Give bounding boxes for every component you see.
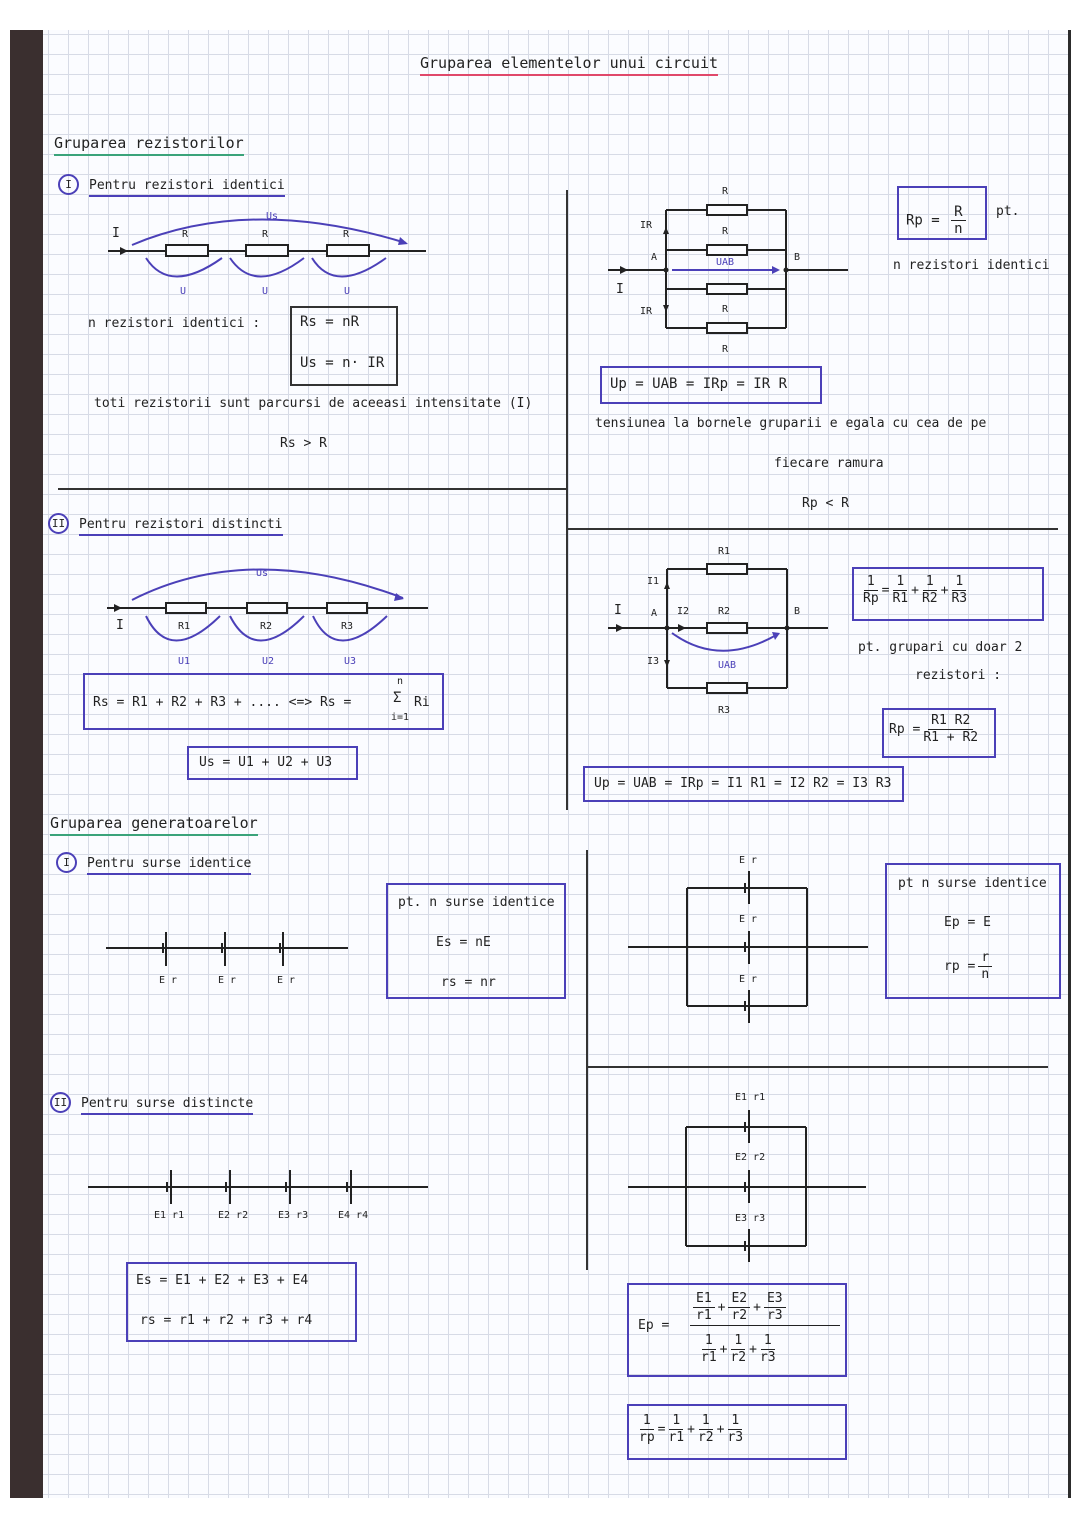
box-title: pt n surse identice: [898, 876, 1047, 891]
resistor-label: R: [722, 226, 729, 237]
formula-ep-lhs: Ep =: [638, 1318, 670, 1333]
node-b-label: B: [794, 606, 801, 617]
cell-label: E2 r2: [735, 1152, 766, 1163]
fraction-numerator: R1 R2: [928, 713, 973, 730]
formula-lhs: Rp =: [906, 212, 940, 229]
sum-term: Ri: [414, 695, 430, 710]
subsection-title: Pentru surse identice: [87, 856, 251, 875]
fraction-numerator: E1: [693, 1291, 715, 1308]
node-a-label: A: [651, 252, 658, 263]
inequality: Rp < R: [802, 496, 849, 511]
section-heading-generators: Gruparea generatoarelor: [50, 814, 258, 836]
fraction-numerator: 1: [728, 1413, 742, 1430]
formula-up: Up = UAB = IRp = I1 R1 = I2 R2 = I3 R3: [594, 776, 892, 791]
resistor-label-r1: R1: [718, 546, 731, 557]
branch-current-i1: I1: [647, 576, 660, 587]
roman-numeral-badge: II: [48, 513, 69, 534]
resistor-label-r2: R2: [260, 621, 273, 632]
plus-sign: +: [716, 1422, 725, 1437]
fraction-denominator: R2: [921, 591, 938, 606]
resistor-label: R: [182, 229, 189, 240]
resistor-label-r3: R3: [718, 705, 731, 716]
voltage-label: U: [180, 286, 187, 297]
fraction-denominator: r1: [668, 1430, 685, 1445]
fraction-denominator: Rp: [863, 591, 879, 606]
formula-ep: Ep = E: [944, 915, 991, 930]
formula-up: Up = UAB = IRp = IR R: [610, 376, 788, 392]
formula-rp-reciprocal: [636, 1413, 746, 1446]
formula-rs: Rs = R1 + R2 + R3 + .... <=> Rs =: [93, 695, 352, 710]
current-label: I: [616, 282, 624, 297]
plus-sign: +: [753, 1300, 761, 1315]
fraction-numerator: 1: [864, 574, 878, 591]
resistor-label: R: [722, 344, 729, 355]
branch-current-i3: I3: [647, 656, 660, 667]
fraction-numerator: E2: [728, 1291, 750, 1308]
formula-lhs: rp =: [944, 959, 976, 974]
plus-sign: +: [940, 583, 949, 598]
subsection-title: Pentru rezistori identici: [89, 178, 285, 197]
section-heading-resistors: Gruparea rezistorilor: [54, 134, 244, 156]
cell-label: E r: [739, 855, 758, 866]
formula-suffix: pt.: [996, 204, 1020, 219]
page-title: Gruparea elementelor unui circuit: [420, 54, 718, 76]
branch-current-label: IR: [640, 220, 653, 231]
resistor-label: R: [722, 186, 729, 197]
total-voltage-label: Us: [256, 568, 269, 579]
fraction-numerator: R: [951, 204, 965, 221]
fraction-numerator: 1: [761, 1333, 775, 1350]
fraction-denominator: r1: [701, 1350, 717, 1365]
roman-numeral-badge: I: [58, 174, 79, 195]
voltage-label: UAB: [716, 257, 735, 268]
voltage-label: U: [344, 286, 351, 297]
current-label: I: [614, 603, 622, 618]
fraction-denominator: r3: [759, 1350, 776, 1365]
formula-us: Us = U1 + U2 + U3: [199, 755, 333, 770]
fraction-denominator: r2: [730, 1350, 747, 1365]
fraction-denominator: n: [954, 221, 963, 237]
branch-current-i2: I2: [677, 606, 690, 617]
cell-label: E r: [218, 975, 237, 986]
fraction-numerator: 1: [923, 574, 937, 591]
cell-label: E r: [739, 974, 758, 985]
fraction-numerator: 1: [893, 574, 907, 591]
lead-text: n rezistori identici :: [88, 316, 261, 331]
fraction-numerator: 1: [699, 1413, 713, 1430]
formula-ep-denominator: [698, 1333, 779, 1366]
roman-numeral-badge: II: [50, 1092, 71, 1113]
equals-sign: =: [881, 583, 890, 598]
note-text: pt. grupari cu doar 2: [858, 640, 1023, 655]
fraction-denominator: r2: [731, 1308, 748, 1323]
fraction-denominator: r2: [697, 1430, 714, 1445]
resistor-label: R: [722, 304, 729, 315]
node-a-label: A: [651, 608, 658, 619]
fraction-numerator: 1: [640, 1413, 654, 1430]
cell-label: E1 r1: [154, 1210, 185, 1221]
formula-rs: rs = nr: [441, 975, 496, 990]
sum-symbol: Σ: [393, 690, 402, 706]
voltage-label-u2: U2: [262, 656, 275, 667]
fraction-numerator: 1: [702, 1333, 716, 1350]
equals-sign: =: [657, 1422, 666, 1437]
fraction-numerator: 1: [952, 574, 966, 591]
cell-label: E3 r3: [735, 1213, 766, 1224]
resistor-label-r3: R3: [341, 621, 354, 632]
note-text: toti rezistorii sunt parcursi de aceeasi intensitate (I): [94, 396, 533, 411]
formula-es: Es = E1 + E2 + E3 + E4: [136, 1273, 309, 1288]
roman-numeral-badge: I: [56, 852, 77, 873]
resistor-label-r1: R1: [178, 621, 191, 632]
plus-sign: +: [911, 583, 919, 598]
cell-label: E r: [739, 914, 758, 925]
plus-sign: +: [717, 1300, 726, 1315]
fraction-numerator: 1: [731, 1333, 745, 1350]
sum-upper: n: [397, 676, 404, 687]
cell-label: E3 r3: [278, 1210, 309, 1221]
note-text: tensiunea la bornele gruparii e egala cu cea de pe: [595, 416, 987, 431]
voltage-label: U: [262, 286, 269, 297]
voltage-label-u1: U1: [178, 656, 191, 667]
fraction-denominator: rp: [639, 1430, 655, 1445]
cell-label: E4 r4: [338, 1210, 369, 1221]
fraction-denominator: n: [981, 967, 990, 982]
fraction-numerator: 1: [669, 1413, 683, 1430]
current-label: I: [112, 226, 120, 241]
fraction-denominator: R1 + R2: [923, 730, 979, 745]
plus-sign: +: [719, 1342, 728, 1357]
fraction-numerator: r: [978, 950, 992, 967]
branch-current-label: IR: [640, 306, 653, 317]
formula-lhs: Rp =: [889, 722, 921, 737]
cell-label: E2 r2: [218, 1210, 249, 1221]
formula-rs: rs = r1 + r2 + r3 + r4: [140, 1313, 313, 1328]
cell-label: E1 r1: [735, 1092, 766, 1103]
resistor-label: R: [343, 229, 350, 240]
plus-sign: +: [749, 1342, 757, 1357]
current-label: I: [116, 618, 124, 633]
node-b-label: B: [794, 252, 801, 263]
cell-label: E r: [277, 975, 296, 986]
fraction-denominator: R1: [892, 591, 909, 606]
subsection-title: Pentru rezistori distincti: [79, 517, 283, 536]
total-voltage-label: Us: [266, 211, 279, 222]
resistor-label-r2: R2: [718, 606, 731, 617]
formula-us: Us = n· IR: [300, 355, 385, 371]
fraction-denominator: r3: [766, 1308, 783, 1323]
inequality: Rs > R: [280, 436, 327, 451]
plus-sign: +: [687, 1422, 695, 1437]
fraction-denominator: r3: [727, 1430, 744, 1445]
sum-lower: i=1: [391, 712, 410, 723]
fraction-numerator: E3: [764, 1291, 786, 1308]
box-title: pt. n surse identice: [398, 895, 555, 910]
formula-rs: Rs = nR: [300, 314, 360, 330]
formula-es: Es = nE: [436, 935, 491, 950]
note-text: fiecare ramura: [774, 456, 884, 471]
formula-note: n rezistori identici: [893, 258, 1050, 273]
fraction-denominator: r1: [696, 1308, 712, 1323]
cell-label: E r: [159, 975, 178, 986]
formula-ep-numerator: [690, 1291, 840, 1326]
resistor-label: R: [262, 229, 269, 240]
fraction-denominator: R3: [951, 591, 968, 606]
subsection-title: Pentru surse distincte: [81, 1096, 253, 1115]
note-text: rezistori :: [915, 668, 1002, 683]
voltage-label: UAB: [718, 660, 737, 671]
voltage-label-u3: U3: [344, 656, 357, 667]
